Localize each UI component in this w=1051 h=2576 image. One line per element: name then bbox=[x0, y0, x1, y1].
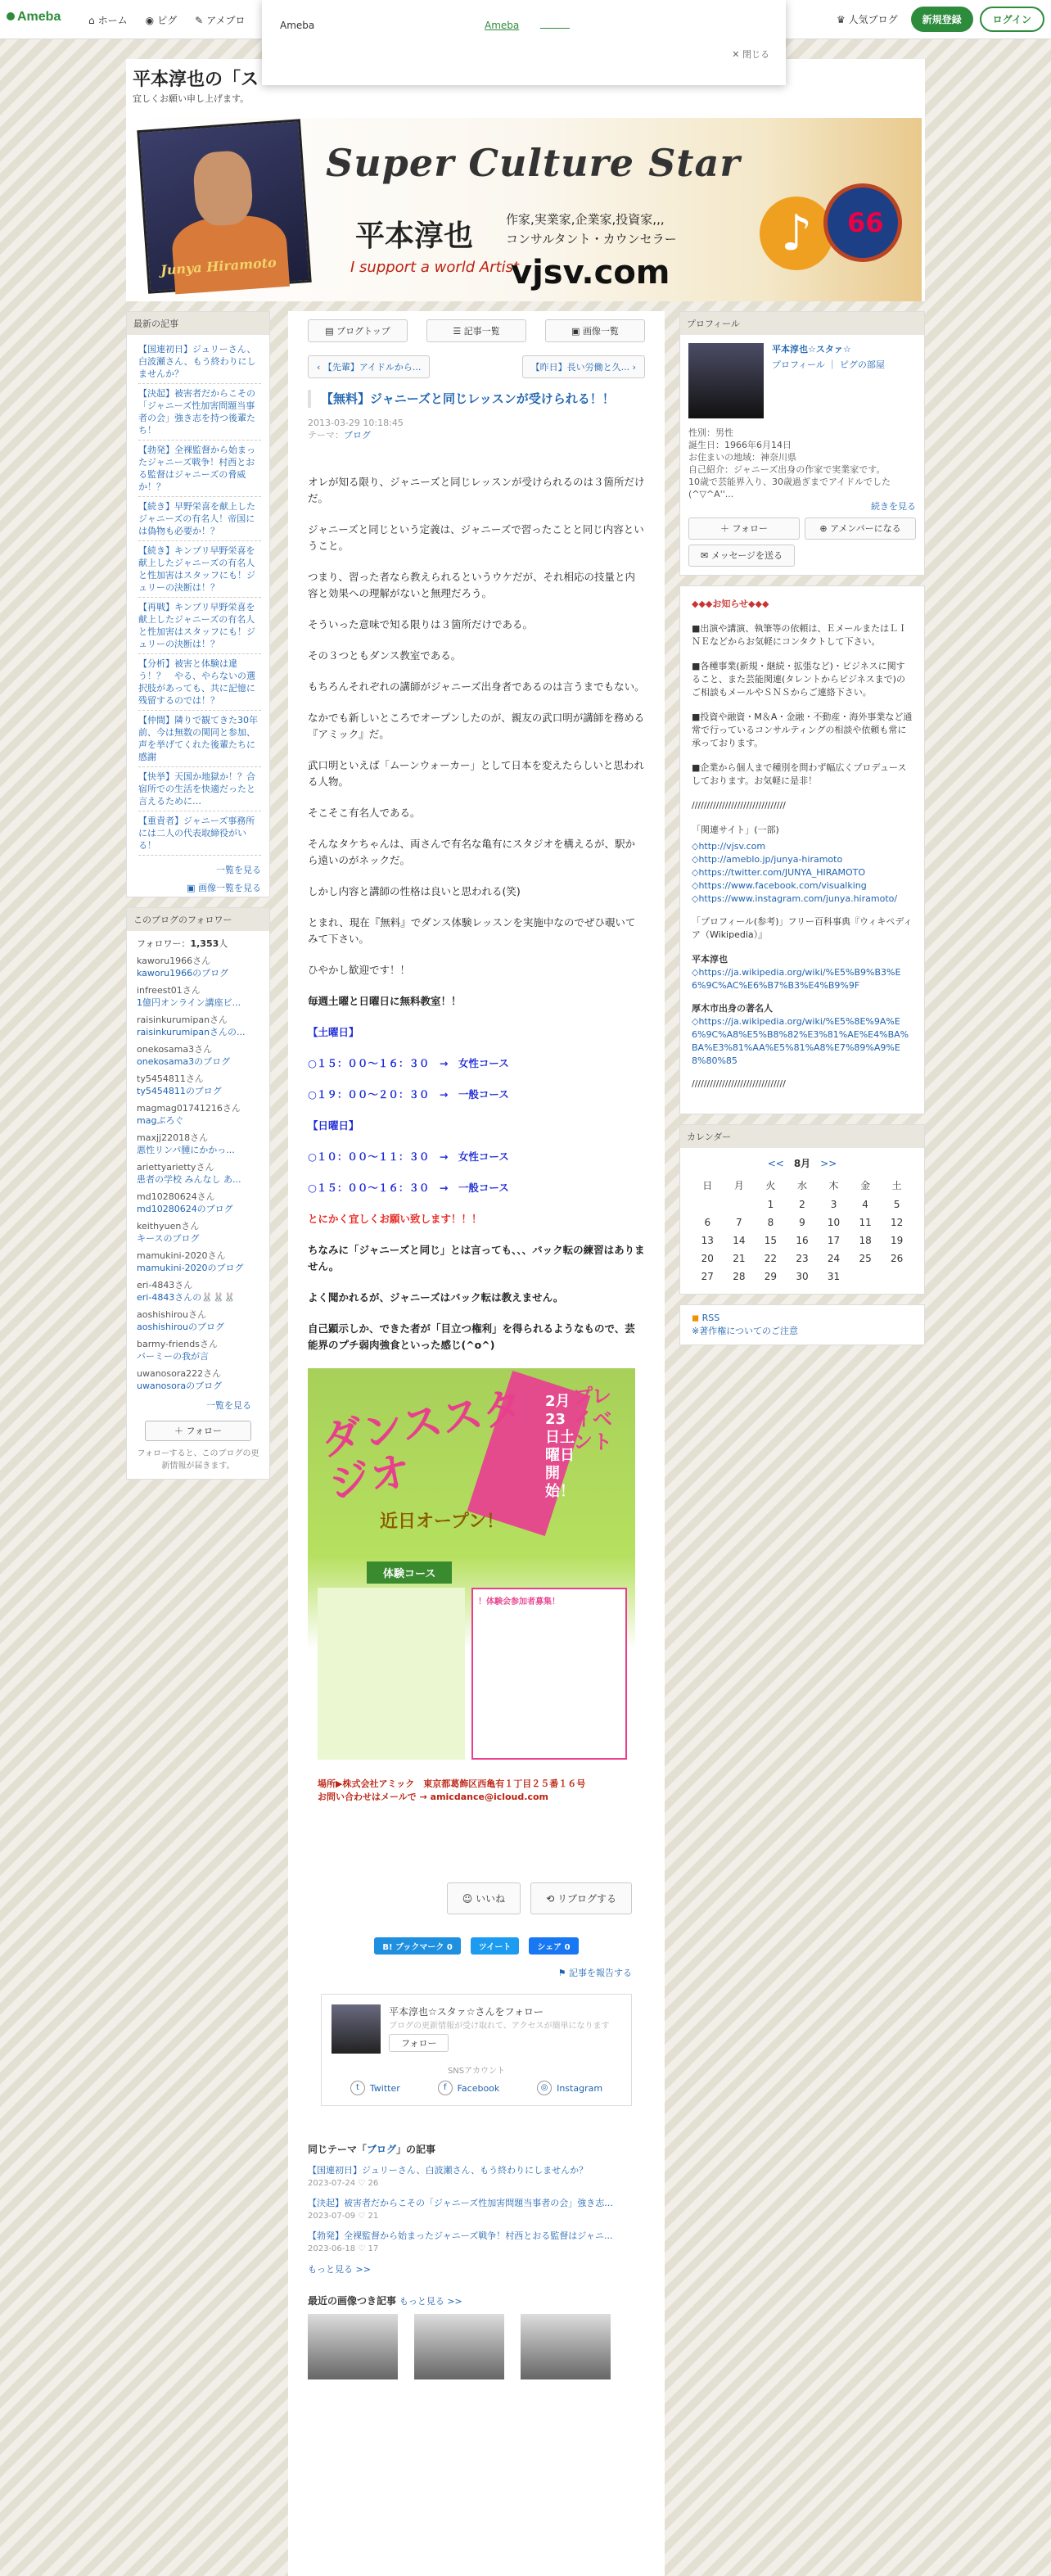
follow-card-sub: ブログの更新情報が受け取れて、アクセスが簡単になります bbox=[389, 2022, 610, 2031]
mail-icon: ✉ bbox=[700, 550, 711, 561]
calendar-grid: 日 月 火 水 木 金 土 1 2 3 4 5 6 7 8 9 10 11 12 13 14 15 16 17 18 19 20 21 22 23 24 25 26 27 28 29 30 31 bbox=[701, 1180, 904, 1282]
tab-article-list[interactable]: ☰ 記事一覧 bbox=[426, 319, 526, 342]
recent-article-link[interactable]: 【続き】キンプリ早野栄喜を献上したジャニーズの有名人と性加害はスタッフにも！ジュリーの決断は！？ bbox=[138, 541, 261, 598]
paragraph: しかし内容と講師の性格は良いと思われる(笑) bbox=[308, 885, 521, 897]
article-list-link[interactable]: 一覧を見る bbox=[216, 865, 261, 875]
facebook-link[interactable]: f Facebook bbox=[438, 2081, 500, 2095]
recent-article-link[interactable]: 【快挙】天国か地獄か！？合宿所での生活を快適だったと言えるために… bbox=[138, 767, 261, 811]
calendar-next[interactable]: >> bbox=[820, 1158, 837, 1169]
recent-article-link[interactable]: 【勃発】全裸監督から始まったジャニーズ戦争！村西とおる監督はジャニーズの脅威か！？ bbox=[138, 441, 261, 497]
paragraph: ジャニーズと同じという定義は、ジャニーズで習ったことと同じ内容ということ。 bbox=[308, 523, 644, 552]
profile-follow-button[interactable]: ＋ フォロー bbox=[688, 517, 800, 540]
wiki-link[interactable]: ◇https://ja.wikipedia.org/wiki/%E5%B9%B3%E6%9C%AC%E6%B7%B3%E4%B9%9F bbox=[692, 967, 901, 991]
saturday-label: 【土曜日】 bbox=[308, 1026, 359, 1038]
follow-note: フォローすると、このブログの更新情報が届きます。 bbox=[137, 1449, 259, 1471]
follower-item[interactable]: kaworu1966さん kaworu1966のブログ bbox=[137, 956, 229, 978]
nav-home[interactable]: ⌂ ホーム bbox=[88, 14, 128, 26]
ameblo-icon: ✎ bbox=[195, 14, 204, 26]
site-link[interactable]: ◇https://www.facebook.com/visualking bbox=[692, 880, 867, 891]
follower-item[interactable]: mamukini-2020さん mamukini-2020のブログ bbox=[137, 1250, 244, 1273]
article-meta: 2013-03-29 10:18:45 テーマ：ブログ bbox=[308, 418, 645, 441]
paragraph: そんなタケちゃんは、両さんで有名な亀有にスタジオを構えるが、駅から遠いのがネックだ。 bbox=[308, 838, 636, 866]
prev-article-link[interactable]: ‹ 【先輩】アイドルから... bbox=[308, 355, 430, 378]
paragraph: つまり、習った者なら教えられるというウケだが、それ相応の技量と内容と効果への理解がないと無理だろう。 bbox=[308, 571, 636, 599]
same-theme-item[interactable]: 【勃発】全裸監督から始まったジャニーズ戦争！村西とおる監督はジャニ... 2023-06-18 ♡ 17 bbox=[308, 2230, 613, 2253]
follow-card-title: 平本淳也☆スタァ☆さんをフォロー bbox=[389, 2006, 544, 2018]
flyer-course-grid bbox=[318, 1588, 465, 1760]
sunday-label: 【日曜日】 bbox=[308, 1119, 359, 1132]
report-link[interactable]: ⚑ 記事を報告する bbox=[557, 1968, 632, 1978]
paragraph: そこそこ有名人である。 bbox=[308, 807, 421, 819]
facebook-icon: f bbox=[438, 2081, 453, 2095]
same-theme-item[interactable]: 【決起】被害者だからこその「ジャニーズ性加害問題当事者の会」強き志... 2023-07-09 ♡ 21 bbox=[308, 2198, 613, 2221]
instagram-link[interactable]: ◎ Instagram bbox=[537, 2081, 602, 2095]
profile-avatar[interactable] bbox=[688, 343, 764, 418]
profile-more-link[interactable]: 続きを見る bbox=[871, 501, 916, 512]
image-article-thumb[interactable] bbox=[521, 2314, 611, 2379]
copyright-link[interactable]: ※著作権についてのご注意 bbox=[692, 1326, 798, 1336]
highlight-note: とにかく宜しくお願い致します！！！ bbox=[308, 1213, 482, 1225]
followers-heading: このブログのフォロワー bbox=[127, 908, 269, 931]
blog-header bbox=[126, 59, 925, 301]
popup-link[interactable]: Ameba bbox=[485, 20, 520, 31]
calendar-heading: カレンダー bbox=[680, 1125, 924, 1148]
site-link[interactable]: ◇https://twitter.com/JUNYA_HIRAMOTO bbox=[692, 867, 866, 878]
followers-list-link[interactable]: 一覧を見る bbox=[206, 1400, 251, 1411]
report-icon: ⚑ bbox=[557, 1968, 569, 1978]
recent-image-articles: 最近の画像つき記事 もっと見る >> bbox=[308, 2294, 645, 2379]
ameba-logo-icon bbox=[7, 12, 15, 20]
popup-close-button[interactable]: ✕ 閉じる bbox=[732, 49, 769, 60]
same-theme-item[interactable]: 【国連初日】ジュリーさん、白波瀬さん、もう終わりにしませんか？ 2023-07-24 ♡ 26 bbox=[308, 2165, 589, 2188]
paragraph: よく聞かれるが、ジャニーズはバック転は教えません。 bbox=[308, 1291, 564, 1304]
list-icon: ☰ bbox=[453, 326, 464, 337]
banner-roles: 作家,実業家,企業家,投資家,,, コンサルタント・カウンセラー bbox=[506, 212, 677, 246]
instagram-icon: ◎ bbox=[537, 2081, 552, 2095]
paragraph: とまれ、現在『無料』でダンス体験レッスンを実施中なのでぜひ覗いてみて下さい。 bbox=[308, 916, 636, 945]
banner-title: Super Culture Star bbox=[326, 141, 741, 185]
calendar-prev[interactable]: << bbox=[767, 1158, 784, 1169]
register-button[interactable]: 新規登録 bbox=[911, 7, 973, 32]
blog-tabs bbox=[288, 311, 665, 350]
flyer-footer: 場所▶株式会社アミック 東京都葛飾区西亀有１丁目２５番１６号 お問い合わせはメールで → amicdance@icloud.com bbox=[318, 1778, 586, 1802]
schedule-slot: ○１５：００～１６：３０ → 一般コース bbox=[308, 1182, 509, 1194]
home-icon: ⌂ bbox=[88, 14, 95, 26]
paragraph: そういった意味で知る限りは３箇所だけである。 bbox=[308, 618, 534, 630]
profile-box bbox=[679, 311, 925, 576]
site-link[interactable]: ◇https://www.instagram.com/junya.hiramoto/ bbox=[692, 893, 898, 904]
nav-ameblo[interactable]: ✎ アメブロ bbox=[195, 14, 246, 26]
login-button[interactable]: ログイン bbox=[980, 7, 1044, 32]
account-actions bbox=[837, 7, 1051, 32]
amember-button[interactable]: ⊕ アメンバーになる bbox=[805, 517, 916, 540]
blog-description: 宜しくお願い申し上げます。 bbox=[133, 93, 250, 104]
recent-article-link[interactable]: 【仲間】隣りで観てきた30年前、今は無数の関同と参加、声を挙げてくれた後輩たちに感謝 bbox=[138, 711, 261, 767]
amember-icon: ⊕ bbox=[819, 523, 831, 534]
follow-card-button[interactable]: フォロー bbox=[389, 2034, 449, 2052]
header-banner bbox=[129, 118, 922, 301]
image-icon: ▣ bbox=[571, 326, 583, 337]
ameba-logo[interactable]: Ameba bbox=[7, 10, 61, 25]
recent-article-link[interactable]: 【国連初日】ジュリーさん、白波瀬さん、もう終わりにしませんか？ bbox=[138, 340, 261, 384]
calendar-nav: << 8月 >> bbox=[767, 1158, 837, 1169]
facebook-share-button[interactable]: シェア 0 bbox=[529, 1937, 578, 1955]
pegasus-emblem-icon: 66 bbox=[823, 183, 902, 262]
paragraph: 武口明といえば「ムーンウォーカー」として日本を変えたらしいと思われる人物。 bbox=[308, 759, 644, 788]
flyer-course: 体験コース bbox=[367, 1561, 452, 1584]
music-note-icon: ♪ bbox=[760, 197, 833, 270]
wiki-link[interactable]: ◇https://ja.wikipedia.org/wiki/%E5%8E%9A%E6%9C%A8%E5%B8%82%E3%81%AE%E4%BA%BA%E3%81%AA%E5%81%A8%E7%89%A9%E8%80%85 bbox=[692, 1016, 909, 1066]
share-buttons bbox=[288, 1937, 665, 1955]
paragraph: その３つともダンス教室である。 bbox=[308, 649, 462, 662]
banner-url: vjsv.com bbox=[511, 254, 670, 291]
paragraph: ひやかし歓迎です！！ bbox=[308, 964, 411, 976]
image-article-thumb[interactable] bbox=[308, 2314, 398, 2379]
banner-tagline: I support a world Artist bbox=[350, 259, 520, 276]
paragraph: 毎週土曜と日曜日に無料教室！！ bbox=[308, 995, 462, 1007]
flyer-event: プレイベント bbox=[573, 1385, 612, 1453]
follow-card bbox=[321, 1994, 632, 2106]
reblog-button[interactable]: ⟲ リブログする bbox=[530, 1882, 632, 1914]
schedule-slot: ○１５：００～１６：３０ → 女性コース bbox=[308, 1057, 509, 1069]
followers-box bbox=[126, 907, 270, 1480]
twitter-link[interactable]: t Twitter bbox=[350, 2081, 400, 2095]
same-theme-articles bbox=[308, 2142, 645, 2275]
flyer-title: ダンススタジオ bbox=[318, 1382, 527, 1508]
recent-article-link[interactable]: 【再戦】キンプリ早野栄喜を献上したジャニーズの有名人と性加害はスタッフにも！ジュリーの決断は！？ bbox=[138, 598, 261, 654]
info-heading: ◆◆◆お知らせ◆◆◆ bbox=[692, 599, 769, 609]
follower-item[interactable]: barmy-friendsさん バーミーの我が言 bbox=[137, 1339, 218, 1362]
next-article-link[interactable]: 【昨日】長い労働と久... › bbox=[522, 355, 645, 378]
recent-articles bbox=[126, 311, 270, 897]
message-button[interactable]: ✉ メッセージを送る bbox=[688, 545, 795, 567]
profile-heading: プロフィール bbox=[680, 312, 924, 335]
image-list-link[interactable]: ▣ 画像一覧を見る bbox=[187, 883, 261, 893]
recent-article-link[interactable]: 【続き】早野栄喜を献上したジャニーズの有名人！帝国には偽物も必要か！？ bbox=[138, 497, 261, 541]
sidebar-follow-button[interactable]: ＋ フォロー bbox=[145, 1421, 251, 1441]
pigg-icon: ◉ bbox=[145, 14, 155, 26]
like-button[interactable]: ☺ いいね bbox=[447, 1882, 521, 1914]
paragraph: オレが知る限り、ジャニーズと同じレッスンが受けられるのは３箇所だけだ。 bbox=[308, 476, 645, 504]
ameba-popup bbox=[262, 0, 786, 85]
article-title[interactable]: 【無料】ジャニーズと同じレッスンが受けられる！！ bbox=[321, 391, 615, 406]
flyer-recruit: ！体験会参加者募集！ bbox=[471, 1588, 627, 1760]
paragraph: ちなみに「ジャニーズと同じ」とは言っても、、、バック転の練習はありません。 bbox=[308, 1244, 645, 1272]
recent-article-link[interactable]: 【重責者】ジャニーズ事務所には二人の代表取締役がいる！ bbox=[138, 811, 261, 856]
follower-item[interactable]: uwanosora222さん uwanosoraのブログ bbox=[137, 1368, 223, 1391]
site-link[interactable]: ◇http://ameblo.jp/junya-hiramoto bbox=[692, 854, 843, 865]
follower-item[interactable]: infreest01さん 1億円オンライン講座ビ... bbox=[137, 985, 241, 1008]
reblog-icon: ⟲ bbox=[546, 1893, 557, 1905]
calendar bbox=[679, 1124, 925, 1295]
rss-icon: ◼ bbox=[692, 1313, 702, 1323]
dance-studio-flyer[interactable] bbox=[308, 1368, 635, 1837]
reaction-buttons bbox=[288, 1837, 665, 1914]
rss-link[interactable]: ◼ RSS bbox=[692, 1313, 720, 1323]
rss-box bbox=[679, 1304, 925, 1345]
left-sidebar bbox=[126, 311, 270, 1489]
twitter-icon: t bbox=[350, 2081, 365, 2095]
blog-title[interactable]: 平本淳也の「ス bbox=[133, 70, 259, 90]
sns-links bbox=[332, 2081, 621, 2095]
smile-icon: ☺ bbox=[462, 1893, 476, 1905]
profile-name[interactable]: 平本淳也☆スタァ☆ bbox=[772, 344, 851, 355]
article-column bbox=[288, 311, 665, 2576]
follower-item[interactable]: eri-4843さん eri-4843さんの🐰🐰🐰 bbox=[137, 1280, 236, 1303]
same-theme-heading: 同じテーマ「ブログ」の記事 bbox=[308, 2144, 436, 2155]
banner-signature: Junya Hiramoto bbox=[160, 254, 277, 278]
article-date: 2013-03-29 10:18:45 bbox=[308, 418, 404, 428]
profile-photo bbox=[137, 119, 311, 293]
same-theme-more-link[interactable]: もっと見る >> bbox=[308, 2264, 371, 2275]
tab-image-list[interactable]: ▣ 画像一覧 bbox=[545, 319, 645, 342]
follower-item[interactable]: ariettyariettyさん 患者の学校 みんなし あ... bbox=[137, 1162, 241, 1185]
recent-article-link[interactable]: 【決起】被害者だからこその「ジャニーズ性加害問題当事者の会」強き志を持つ後輩たち！ bbox=[138, 384, 261, 441]
article-body bbox=[308, 474, 645, 1354]
author-avatar bbox=[332, 2004, 381, 2054]
follower-item[interactable]: aoshishirouさん aoshishirouのブログ bbox=[137, 1309, 224, 1332]
follower-item[interactable]: md10280624さん md10280624のブログ bbox=[137, 1191, 233, 1214]
image-icon: ▣ bbox=[187, 883, 198, 893]
schedule-slot: ○１０：００～１１：３０ → 女性コース bbox=[308, 1150, 509, 1163]
site-link[interactable]: ◇http://vjsv.com bbox=[692, 841, 766, 852]
right-sidebar bbox=[679, 311, 925, 1355]
article-theme-link[interactable]: ブログ bbox=[344, 430, 371, 441]
hatena-bookmark-button[interactable]: B! ブックマーク 0 bbox=[374, 1937, 460, 1955]
schedule-slot: ○１９：００～２０：３０ → 一般コース bbox=[308, 1088, 509, 1100]
paragraph: もちろんそれぞれの講師がジャニーズ出身者であるのは言うまでもない。 bbox=[308, 680, 645, 693]
recent-image-more-link[interactable]: もっと見る >> bbox=[399, 2296, 462, 2307]
tab-blog-top[interactable]: ▤ ブログトップ bbox=[308, 319, 408, 342]
article-pager bbox=[288, 350, 665, 383]
profile-links[interactable]: プロフィール ｜ ピグの部屋 bbox=[772, 359, 885, 370]
follower-item[interactable]: onekosama3さん onekosama3のブログ bbox=[137, 1044, 231, 1067]
recent-article-link[interactable]: 【分析】被害と体験は違う！？ やる、やらないの選択肢があっても、共に記憶に残留するのでは！？ bbox=[138, 654, 261, 711]
sns-label: SNSアカウント bbox=[447, 2067, 506, 2076]
paragraph: 自己顕示しか、できた者が「目立つ権利」を得られるようなもので、芸能界のプチ弱肉強食といった感じ(^o^) bbox=[308, 1322, 635, 1351]
popup-label: Ameba bbox=[280, 20, 315, 31]
home-icon: ▤ bbox=[325, 326, 337, 337]
flyer-date: 2月23日土曜日開始！ bbox=[545, 1393, 575, 1500]
banner-name: 平本淳也 bbox=[355, 219, 474, 253]
follower-item[interactable]: ty5454811さん ty5454811のブログ bbox=[137, 1073, 222, 1096]
followers-count: フォロワー：1,353人 bbox=[137, 938, 228, 949]
nav-pigg[interactable]: ◉ ピグ bbox=[145, 14, 178, 26]
article-header bbox=[308, 390, 645, 408]
follower-item[interactable]: raisinkurumipanさん raisinkurumipanさんの... bbox=[137, 1015, 246, 1037]
tweet-button[interactable]: ツイート bbox=[471, 1937, 520, 1955]
popup-underline bbox=[540, 28, 570, 29]
follower-item[interactable]: magmag01741216さん magぷろぐ bbox=[137, 1103, 241, 1126]
image-article-thumb[interactable] bbox=[414, 2314, 504, 2379]
profile-details: 性別：男性 誕生日：1966年6月14日 お住まいの地域：神奈川県 自己紹介：ジャニーズ出身の作家で実業家です。 10歳で芸能界入り、30歳過ぎまでアイドルでした(^▽^A''... 続きを見る bbox=[688, 427, 916, 512]
recent-articles-heading: 最新の記事 bbox=[127, 312, 269, 335]
follower-item[interactable]: maxjj22018さん 悪性リンパ腫にかかっ... bbox=[137, 1132, 235, 1155]
free-space: ◆◆◆お知らせ◆◆◆ ■出演や講演、執筆等の依頼は、ＥメールまたはＬＩＮＥなどからお気軽にコンタクトして下さい。 ■各種事業(新規・継続・拡張など)・ビジネスに関すること、また芸能関連(タレントからビジネスまで)のご相談もメールやＳＮＳからご連絡下さい。 ■投資や融資・M＆A・金融・不動産・海外事業など通常で行っているコンサルティングの相談や依頼も常に承っております。 ■企業から個人まで種別を問わず幅広くプロデュースしております。お気軽に是非！ /////////////////////////////// 「関連サイト」(一部) ◇http://vjsv.com ◇http://ameblo.jp/junya-hiramoto ◇https://twitter.com/JUNYA_HIRAMOTO ◇https://www.facebook.com/visualking ◇https://www.instagram.com/junya.hiramoto/ 「プロフィール(参考)」フリー百科事典『ウィキペディア（Wikipedia）』 平本淳也 ◇https://ja.wikipedia.org/wiki/%E5%B9%B3%E6%9C%AC%E6%B7%B3%E4%B9%9F 厚木市出身の著名人 ◇https://ja.wikipedia.org/wiki/%E5%8E%9A%E6%9C%A8%E5%B8%82%E3%81%AE%E4%BA%BA%E3%81%AA%E5%81%A8%E7%89%A9%E8%80%85 /////////////////////////////// bbox=[679, 585, 925, 1114]
flyer-open: 近日オープン！ bbox=[380, 1512, 505, 1532]
follower-item[interactable]: keithyuenさん キースのブログ bbox=[137, 1221, 200, 1244]
paragraph: なかでも新しいところでオープンしたのが、親友の武口明が講師を務める『アミック』だ。 bbox=[308, 712, 645, 740]
popular-blog-link[interactable]: ♛ 人気ブログ bbox=[836, 14, 898, 25]
global-nav bbox=[88, 13, 245, 27]
